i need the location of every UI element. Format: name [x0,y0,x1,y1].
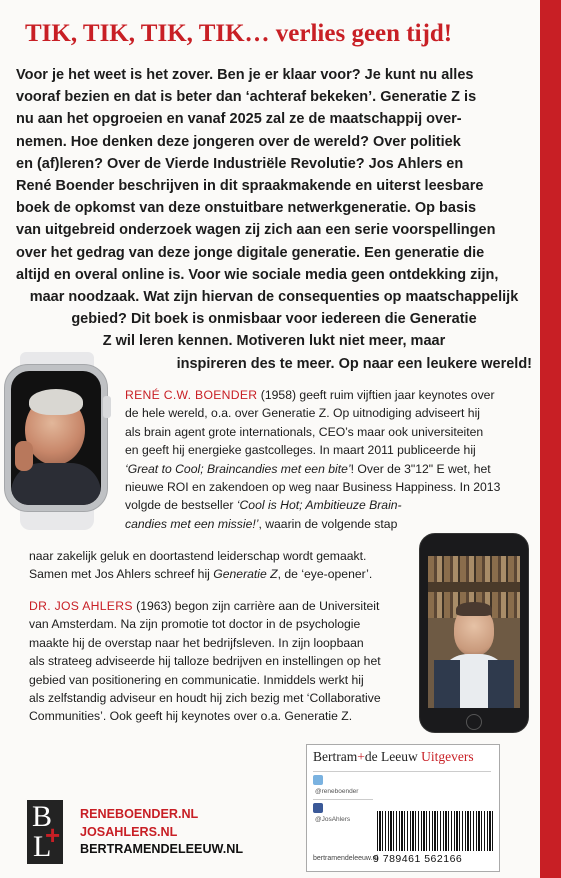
author-name-ahlers: DR. JOS AHLERS [29,599,133,613]
intro-line: nemen. Hoe denken deze jongeren over de wereld? Over politiek [16,133,461,150]
intro-line: inspireren des te meer. Op naar een leukere wereld! [176,355,532,372]
bio-line: Communities’. Ook geeft hij keynotes over o.a. Generatie Z. [29,709,353,724]
bio-line: en geeft hij energieke gastcolleges. In maart 2011 publiceerde hij [125,443,476,458]
logo-letter: B [32,800,53,833]
bio-line: ! Over de 3"12" E wet, het [350,461,491,476]
bio-line: als brain agent grote internationals, CEO’s maar ook universiteiten [125,424,484,439]
intro-line: vooraf bezien en dat is beter dan ‘achteraf bekeken’. Generatie Z is [16,89,477,106]
bio-line: maakte hij de overstap naar het bedrijfsleven. In zijn loopbaan [29,635,364,650]
book-title: ‘Great to Cool; Braincandies met een bite’ [125,461,351,476]
bio-boender-continued [29,547,419,584]
bio-boender [125,386,535,533]
watch-case [4,364,108,512]
bio-line: volgde de bestseller [125,498,237,513]
intro-line: nu aan het opgroeien en vanaf 2025 zal ze de maatschappij over- [16,111,462,128]
intro-line: altijd en overal online is. Voor wie sociale media geen ontdekking zijn, [16,266,499,283]
boender-portrait [11,371,101,505]
smartwatch-photo [0,352,116,530]
logo-plus: + [45,820,61,850]
bio-line: naar zakelijk geluk en doortastend leiderschap wordt gemaakt. [29,549,367,563]
intro-line: gebied? Dit boek is onmisbaar voor iedereen die Generatie [71,311,477,328]
bookshelf [428,556,520,582]
bio-line: als strateeg adviseerde hij talloze bedrijven en instellingen op het [29,654,381,669]
headline: TIK, TIK, TIK, TIK… verlies geen tijd! [25,20,453,47]
bio-line: van Amsterdam. Na zijn promotie tot doctor in de psychologie [29,617,361,632]
book-title: candies met een missie!’ [125,516,259,531]
publisher-name-part: de Leeuw [364,749,418,764]
intro-line: René Boender beschrijven in dit spraakmakende en uiterst leesbare [16,178,484,195]
social-handle-text: @reneboender [315,788,359,795]
watch-crown [103,396,111,418]
publisher-site: bertramendeleeuw.nl [313,855,378,862]
publisher-name [313,749,474,765]
website-link: BERTRAMENDELEEUW.NL [80,842,244,856]
publisher-plus: + [357,749,365,764]
book-title: ‘Cool is Hot; Ambitieuze Brain- [236,498,402,513]
author-name-boender: RENÉ C.W. BOENDER [125,388,258,402]
book-title: Generatie Z [213,567,278,582]
bookshelf-board [428,582,520,592]
bio-line: als zelfstandig adviseur en houdt hij zich bezig met ‘Collaborative [29,691,381,706]
intro-line: Voor je het weet is het zover. Ben je er klaar voor? Je kunt nu alles [16,67,474,83]
bio-line: , de ‘eye-opener’. [277,567,373,582]
social-handle [313,771,491,795]
publisher-box [306,744,500,872]
bio-line: Samen met Jos Ahlers schreef hij [29,567,214,582]
barcode [377,811,493,851]
publisher-name-part: Uitgevers [421,749,474,764]
website-link: JOSAHLERS.NL [80,824,178,839]
bio-ahlers [29,597,509,726]
website-link: RENEBOENDER.NL [80,807,199,821]
intro-line: en (af)leren? Over de Vierde Industriële Revolutie? Jos Ahlers en [16,155,464,172]
twitter-icon [313,775,323,785]
intro-line: maar noodzaak. Wat zijn hiervan de consequenties op maatschappelijk [29,289,519,306]
intro-line: over het gedrag van deze jonge digitale generatie. Een generatie die [16,244,485,261]
social-handle-text: @JosAhlers [315,816,351,823]
isbn-number: 9 789461 562166 [373,853,463,865]
portrait-hair [29,389,83,415]
bio-line: , waarin de volgende stap [258,516,398,531]
logo-letter: L [33,830,52,863]
facebook-icon [313,803,323,813]
bio-line: nieuwe ROI en zakendoen op weg naar Business Happiness. In 2013 [125,480,501,495]
intro-text [16,64,532,375]
intro-line: Z wil leren kennen. Motiveren lukt niet meer, maar [102,333,446,350]
bio-line: de hele wereld, o.a. over Generatie Z. Op uitnodiging adviseert hij [125,406,480,421]
bio-line: gebied van positionering en communicatie. Inmiddels werkt hij [29,672,364,687]
social-handle [313,799,373,823]
portrait-hand [15,441,33,471]
website-list [80,806,243,859]
bio-line: (1963) begon zijn carrière aan de Universiteit [132,599,380,613]
bio-line: (1958) geeft ruim vijftien jaar keynotes over [257,388,495,402]
intro-line: van uitgebreid onderzoek wagen zij zich aan een serie voorspellingen [16,222,496,239]
intro-line: boek de opkomst van deze onstuitbare netwerkgeneratie. Op basis [16,200,477,217]
publisher-name-part: Bertram [313,749,358,764]
publisher-logo [27,800,63,864]
